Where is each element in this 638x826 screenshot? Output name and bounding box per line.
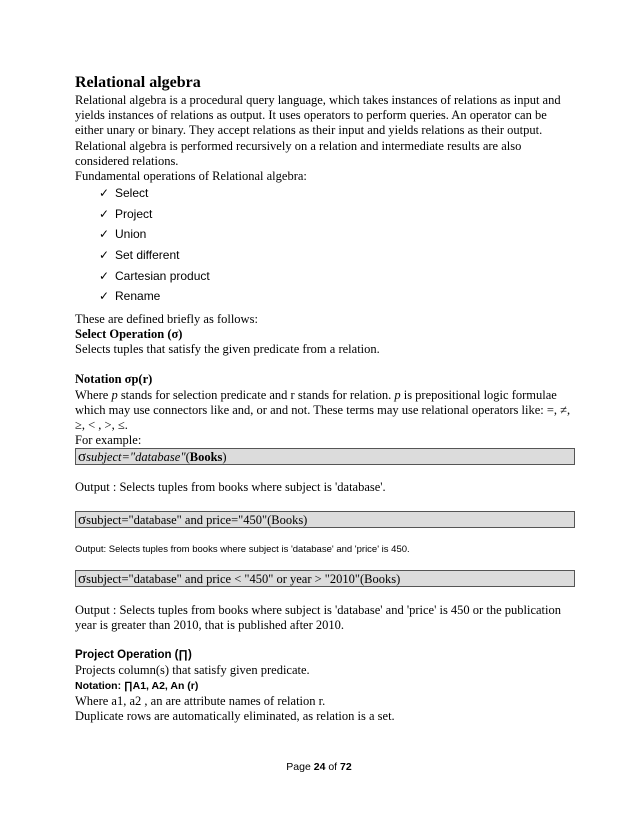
list-item-label: Project [115, 206, 153, 221]
checkmark-icon: ✓ [99, 289, 110, 304]
list-item-label: Union [115, 227, 147, 242]
fundamental-operations-label: Fundamental operations of Relational algebra: [75, 169, 307, 184]
select-operation-title: Select Operation (σ) [75, 326, 183, 341]
sigma-symbol: σ [78, 570, 87, 587]
example-output: Output: Selects tuples from books where subject is 'database' and 'price' is 450. [75, 543, 410, 555]
defined-briefly-text: These are defined briefly as follows: [75, 311, 258, 326]
notation-expression: σp(r) [124, 372, 153, 387]
example-expression-box: σsubject="database" and price < "450" or year > "2010"(Books) [75, 570, 575, 587]
list-item [99, 247, 575, 268]
list-item [99, 206, 575, 227]
intro-paragraph: Relational algebra is a procedural query language, which takes instances of relations as input and yields instances of relations as output. It uses operators to perform queries. An operator can be either unary or binary. They accept relations as their input and yields relations as their output. Relational algebra is performed recursively on a relation and intermediate results are also considered relations. [75, 93, 561, 168]
list-item [99, 185, 575, 206]
checkmark-icon: ✓ [99, 227, 110, 242]
project-where: Where a1, a2 , an are attribute names of relation r. [75, 693, 326, 708]
list-item-label: Set different [115, 248, 180, 262]
list-item [99, 268, 575, 289]
project-operation-desc: Projects column(s) that satisfy given predicate. [75, 663, 310, 678]
operations-list [75, 185, 575, 309]
for-example-label: For example: [75, 433, 142, 448]
sigma-symbol: σ [78, 511, 87, 528]
list-item-label: Rename [115, 289, 161, 304]
checkmark-icon: ✓ [99, 186, 110, 201]
project-operation-title: Project Operation (∏) [75, 649, 192, 662]
select-notation: Notation σp(r) [75, 372, 153, 387]
project-notation: Notation: ∏A1, A2, An (r) [75, 679, 199, 692]
example-expression-box: σsubject="database" and price="450"(Books) [75, 511, 575, 528]
list-item [99, 226, 575, 247]
project-duplicate: Duplicate rows are automatically eliminated, as relation is a set. [75, 709, 395, 724]
page-footer: Page 24 of 72 [286, 761, 352, 773]
page-content [75, 74, 575, 724]
list-item [99, 288, 575, 309]
sigma-symbol: σ [78, 449, 87, 466]
checkmark-icon: ✓ [99, 206, 110, 221]
total-pages-number: 72 [340, 761, 352, 773]
example-output: Output : Selects tuples from books where subject is 'database' and 'price' is 450 or the publication year is greater than 2010, that is published after 2010. [75, 602, 561, 633]
select-operation-desc: Selects tuples that satisfy the given predicate from a relation. [75, 342, 380, 357]
example-output: Output : Selects tuples from books where subject is 'database'. [75, 480, 386, 495]
current-page-number: 24 [313, 761, 326, 773]
checkmark-icon: ✓ [99, 268, 110, 283]
select-where-paragraph: Where p stands for selection predicate and r stands for relation. p is prepositional logic formulae which may use connectors like and, or and not. These terms may use relational operators like: =, ≠, ≥, < , >, ≤. [75, 387, 571, 432]
list-item-label: Cartesian product [115, 268, 210, 283]
example-expression-box: σsubject="database"(Books) [75, 448, 575, 465]
list-item-label: Select [115, 186, 149, 201]
checkmark-icon: ✓ [99, 248, 110, 262]
section-heading: Relational algebra [75, 74, 201, 91]
